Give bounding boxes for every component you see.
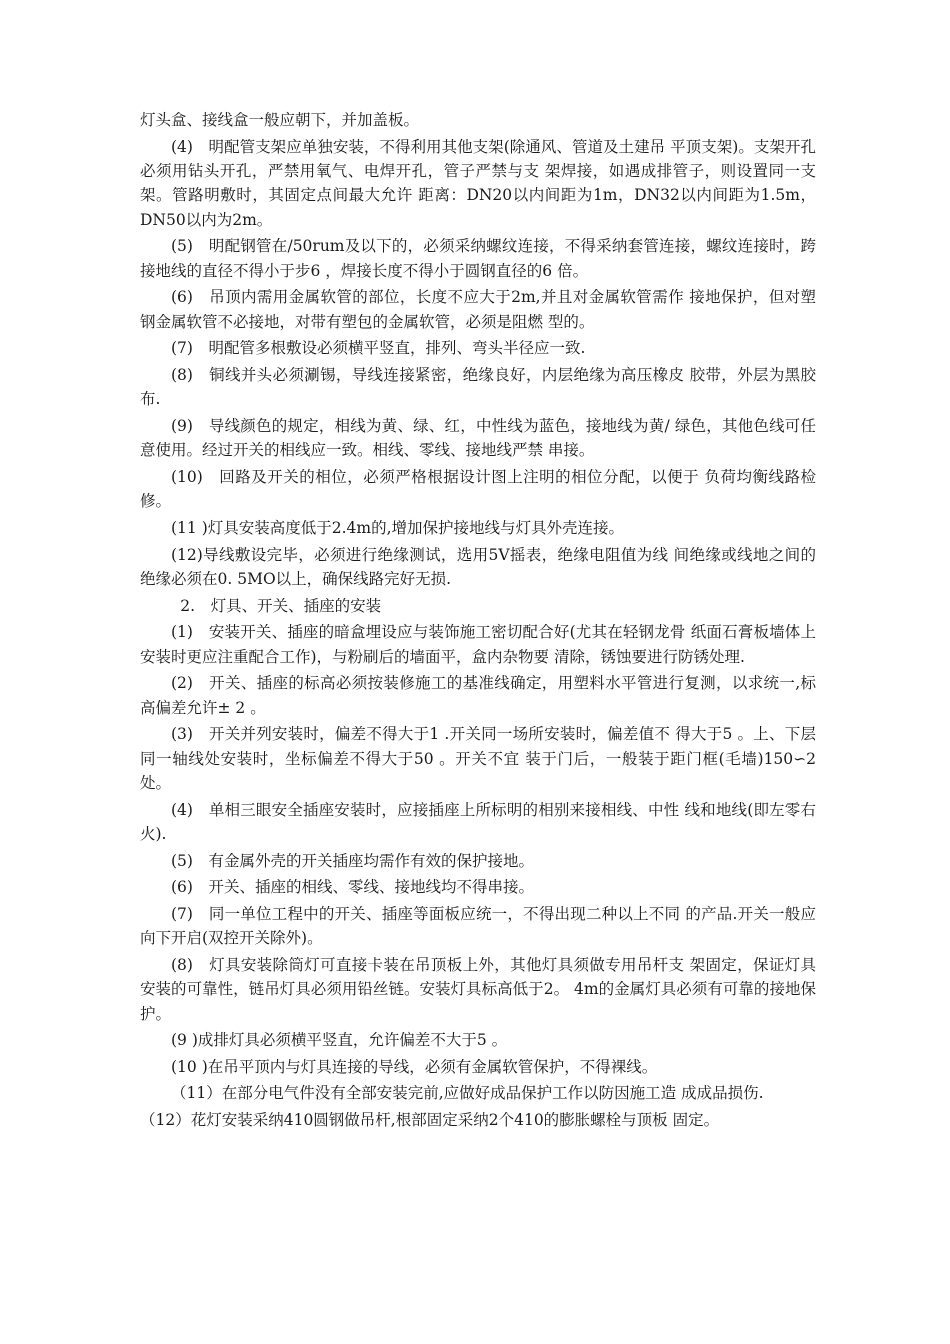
paragraph-2-item-2: (2) 开关、插座的标高必须按装修施工的基准线确定，用塑料水平管进行复测，以求统一,标高偏差允许± 2 。 (140, 674, 816, 717)
section-heading-2: 2. 灯具、开关、插座的安装 (180, 596, 382, 615)
paragraph-item-6: (6) 吊顶内需用金属软管的部位，长度不应大于2m,并且对金属软管需作 接地保护，但对塑钢金属软管不必接地，对带有塑包的金属软管，必须是阻燃 型的。 (140, 288, 816, 331)
paragraph-2-item-7: (7) 同一单位工程中的开关、插座等面板应统一，不得出现二种以上不同 的产品.开关一般应向下开启(双控开关除外)。 (140, 904, 816, 948)
paragraph-2-item-4: (4) 单相三眼安全插座安装时，应接插座上所标明的相别来接相线、中性 线和地线(即左零右火). (140, 800, 816, 843)
paragraph-item-4: (4) 明配管支架应单独安装，不得利用其他支架(除通风、管道及土建吊 平顶支架)。支架开孔必须用钻头开孔，严禁用氧气、电焊开孔，管子严禁与支 架焊接，如遇成排管子，则设置同一支架。管路明敷时，其固定点间最大允许 距离：DN20以内间距为1m，DN32以内间距为1.5m，DN50以内为2m。 (140, 137, 816, 229)
paragraph-item-10: (10) 回路及开关的相位，必须严格根据设计图上注明的相位分配，以便于 负荷均衡线路检修。 (140, 468, 816, 511)
paragraph-2-item-6: (6) 开关、插座的相线、零线、接地线均不得串接。 (171, 878, 534, 897)
paragraph-item-12: (12)导线敷设完毕，必须进行绝缘测试，选用5V摇表，绝缘电阻值为线 间绝缘或线地之间的绝缘必须在0. 5MO以上，确保线路完好无损. (140, 545, 816, 588)
paragraph-2-item-5: (5) 有金属外壳的开关插座均需作有效的保护接地。 (171, 851, 534, 870)
paragraph-item-5: (5) 明配钢管在/50rum及以下的，必须采纳螺纹连接，不得采纳套管连接，螺纹连接时，跨接地线的直径不得小于步6 ，焊接长度不得小于圆钢直径的6 倍。 (140, 237, 816, 280)
paragraph-2-item-10: (10 )在吊平顶内与灯具连接的导线，必须有金属软管保护，不得裸线。 (171, 1057, 658, 1076)
paragraph-2-item-12: （12）花灯安装采纳410圆钢做吊杆,根部固定采纳2个410的膨胀螺栓与顶板 固定。 (140, 1110, 720, 1129)
paragraph-item-7: (7) 明配管多根敷设必须横平竖直，排列、弯头半径应一致. (171, 339, 586, 358)
paragraph-intro: 灯头盒、接线盒一般应朝下，并加盖板。 (140, 111, 420, 129)
paragraph-2-item-9: (9 )成排灯具必须横平竖直，允许偏差不大于5 。 (171, 1031, 508, 1050)
paragraph-2-item-11: （11）在部分电气件没有全部安装完前,应做好成品保护工作以防因施工造 成成品损伤. (171, 1084, 764, 1103)
paragraph-item-8: (8) 铜线并头必须涮锡，导线连接紧密，绝缘良好，内层绝缘为高压橡皮 胶带，外层为黑胶布. (140, 366, 816, 409)
paragraph-item-11: (11 )灯具安装高度低于2.4m的,增加保护接地线与灯具外壳连接。 (171, 519, 625, 537)
paragraph-2-item-1: (1) 安装开关、插座的暗盒埋设应与装饰施工密切配合好(尤其在轻钢龙骨 纸面石膏板墙体上安装时更应注重配合工作)，与粉刷后的墙面平，盒内杂物要 清除，锈蚀要进行防锈处理. (140, 623, 816, 666)
document-body (140, 108, 816, 1135)
paragraph-item-9: (9) 导线颜色的规定，相线为黄、绿、红，中性线为蓝色，接地线为黄/ 绿色，其他色线可任意使用。经过开关的相线应一致。相线、零线、接地线严禁 串接。 (140, 417, 816, 460)
paragraph-2-item-3: (3) 开关并列安装时，偏差不得大于1 .开关同一场所安装时，偏差值不 得大于5 。上、下层同一轴线处安装时，坐标偏差不得大于50 。开关不宜 装于门后，一般装于距门框(毛墙)150∽2 处。 (140, 725, 816, 792)
paragraph-2-item-8: (8) 灯具安装除筒灯可直接卡装在吊顶板上外，其他灯具须做专用吊杆支 架固定，保证灯具安装的可靠性，链吊灯具必须用铅丝链。安装灯具标高低于2。 4m的金属灯具必须有可靠的接地保护。 (140, 955, 816, 1023)
